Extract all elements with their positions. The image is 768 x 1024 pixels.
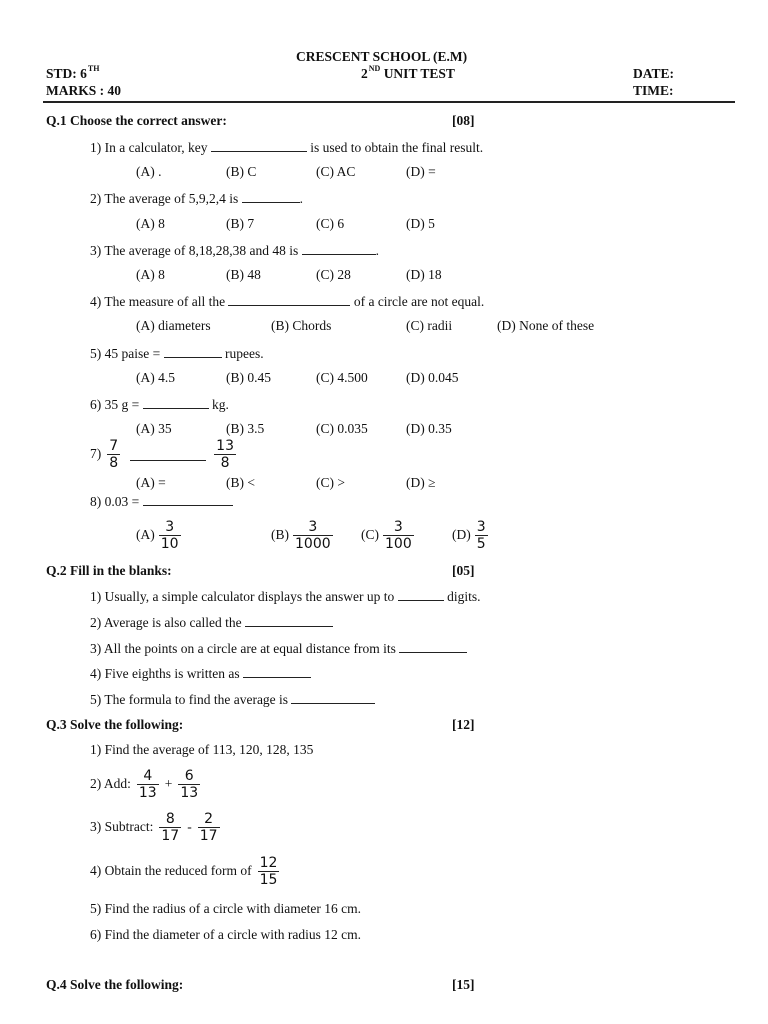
option [136, 517, 183, 553]
option: (D) 5 [406, 216, 435, 231]
option: (C) 28 [316, 267, 351, 282]
option: (A) . [136, 164, 162, 179]
answer-blank [291, 691, 375, 704]
denominator: 8 [220, 454, 230, 471]
fraction [293, 519, 333, 552]
q1-6-text-end: kg. [208, 397, 229, 412]
fraction [107, 438, 120, 471]
q2-3-text: 3) All the points on a circle are at equal distance from its [90, 641, 400, 656]
test-num: 2 [361, 66, 368, 81]
q3-title: Q.3 Solve the following: [46, 717, 184, 732]
q1-item-6 [90, 396, 229, 413]
option: (B) < [226, 475, 255, 490]
denominator: 17 [161, 827, 180, 844]
option: (A) 4.5 [136, 370, 175, 385]
q1-5-text-end: rupees. [221, 346, 264, 361]
header-rule [43, 101, 735, 103]
answer-blank [143, 493, 233, 506]
q1-4-text-end: of a circle are not equal. [350, 294, 485, 309]
option: (C) 4.500 [316, 370, 368, 385]
q1-item-5 [90, 345, 264, 362]
option: (A) 8 [136, 267, 165, 282]
option: (D) 0.35 [406, 421, 452, 436]
fraction [383, 519, 414, 552]
answer-blank [245, 614, 333, 627]
q3-item-2 [90, 766, 202, 802]
marks-label: MARKS : 40 [46, 83, 121, 98]
option: (C) radii [406, 318, 453, 333]
option: (C) AC [316, 164, 356, 179]
option: (B) 3.5 [226, 421, 265, 436]
answer-blank [228, 293, 350, 306]
answer-blank [398, 588, 444, 601]
q4-marks: [15] [452, 977, 475, 992]
fraction [159, 519, 181, 552]
denominator: 1000 [295, 535, 331, 552]
numerator: 12 [259, 854, 278, 871]
fraction [198, 811, 220, 844]
time-label: TIME: [633, 83, 674, 98]
option: (B) Chords [271, 318, 332, 333]
q1-7-text: 7) [90, 446, 102, 461]
q1-2-text: 2) The average of 5,9,2,4 is [90, 191, 242, 206]
denominator: 10 [160, 535, 179, 552]
school-name: CRESCENT SCHOOL (E.M) [296, 49, 468, 64]
q3-item-5: 5) Find the radius of a circle with diameter 16 cm. [90, 901, 362, 916]
q1-3-text: 3) The average of 8,18,28,38 and 48 is [90, 243, 302, 258]
q1-marks: [08] [452, 113, 475, 128]
answer-blank [243, 665, 311, 678]
operator: - [187, 819, 192, 834]
option: (D) 0.045 [406, 370, 459, 385]
q2-item-3 [90, 640, 467, 657]
fraction [214, 438, 236, 471]
answer-blank [130, 448, 206, 461]
std-sup: TH [87, 64, 100, 73]
q1-6-text: 6) 35 g = [90, 397, 143, 412]
numerator: 3 [476, 518, 486, 535]
q1-item-1 [90, 139, 483, 156]
option-label: (D) [452, 527, 471, 542]
q2-item-5 [90, 691, 375, 708]
std-label [46, 66, 99, 82]
q2-item-1 [90, 588, 480, 605]
option: (C) 0.035 [316, 421, 368, 436]
option: (B) C [226, 164, 257, 179]
answer-blank [211, 139, 307, 152]
fraction [137, 768, 159, 801]
option: (B) 48 [226, 267, 261, 282]
q1-3-text-end: . [375, 243, 379, 258]
q1-item-4 [90, 293, 484, 310]
option [271, 517, 335, 553]
option: (A) diameters [136, 318, 211, 333]
denominator: 5 [476, 535, 486, 552]
q1-item-8 [90, 493, 233, 510]
denominator: 15 [259, 871, 278, 888]
option: (A) 8 [136, 216, 165, 231]
q1-item-2 [90, 190, 303, 207]
option: (A) = [136, 475, 166, 490]
q2-1-text-end: digits. [443, 589, 481, 604]
test-sup: ND [368, 64, 381, 73]
denominator: 13 [180, 784, 199, 801]
q3-2-text: 2) Add: [90, 776, 131, 791]
q1-2-text-end: . [299, 191, 303, 206]
denominator: 17 [199, 827, 218, 844]
numerator: 4 [143, 767, 153, 784]
answer-blank [399, 640, 467, 653]
q3-item-3 [90, 809, 222, 845]
answer-blank [164, 345, 222, 358]
option: (D) = [406, 164, 436, 179]
q3-3-text: 3) Subtract: [90, 819, 154, 834]
numerator: 2 [204, 810, 214, 827]
q1-5-text: 5) 45 paise = [90, 346, 164, 361]
fraction [159, 811, 181, 844]
option [361, 517, 416, 553]
date-label: DATE: [633, 66, 675, 81]
numerator: 3 [165, 518, 175, 535]
answer-blank [143, 396, 209, 409]
numerator: 8 [165, 810, 175, 827]
q1-item-3 [90, 242, 379, 259]
option: (D) 18 [406, 267, 442, 282]
q3-item-4 [90, 853, 281, 889]
q2-5-text: 5) The formula to find the average is [90, 692, 292, 707]
denominator: 13 [138, 784, 157, 801]
q1-title: Q.1 Choose the correct answer: [46, 113, 227, 128]
q3-4-text: 4) Obtain the reduced form of [90, 863, 252, 878]
option [452, 517, 490, 553]
numerator: 7 [109, 437, 119, 454]
fraction [258, 855, 280, 888]
option: (B) 0.45 [226, 370, 271, 385]
fraction [475, 519, 488, 552]
q1-1-text: 1) In a calculator, key [90, 140, 211, 155]
option: (B) 7 [226, 216, 255, 231]
option-label: (B) [271, 527, 289, 542]
answer-blank [302, 242, 376, 255]
denominator: 8 [109, 454, 119, 471]
denominator: 100 [385, 535, 412, 552]
q2-marks: [05] [452, 563, 475, 578]
test-name: UNIT TEST [383, 66, 455, 81]
q2-1-text: 1) Usually, a simple calculator displays the answer up to [90, 589, 398, 604]
numerator: 3 [393, 518, 403, 535]
q2-title: Q.2 Fill in the blanks: [46, 563, 172, 578]
std-text: STD: 6 [46, 66, 87, 81]
q1-8-text: 8) 0.03 = [90, 494, 143, 509]
option-label: (A) [136, 527, 155, 542]
test-title [361, 66, 455, 82]
q1-item-7 [90, 436, 238, 472]
numerator: 6 [184, 767, 194, 784]
q2-2-text: 2) Average is also called the [90, 615, 245, 630]
option: (D) ≥ [406, 475, 436, 490]
q2-item-4 [90, 665, 311, 682]
option: (D) None of these [497, 318, 595, 333]
fraction [178, 768, 200, 801]
operator: + [164, 776, 173, 791]
q1-4-text: 4) The measure of all the [90, 294, 229, 309]
option-label: (C) [361, 527, 379, 542]
q3-item-1: 1) Find the average of 113, 120, 128, 135 [90, 742, 314, 757]
numerator: 13 [216, 437, 234, 454]
option: (C) > [316, 475, 345, 490]
q2-item-2 [90, 614, 333, 631]
option: (C) 6 [316, 216, 345, 231]
numerator: 3 [308, 518, 318, 535]
q4-title: Q.4 Solve the following: [46, 977, 184, 992]
q1-1-text-end: is used to obtain the final result. [306, 140, 484, 155]
q2-4-text: 4) Five eighths is written as [90, 666, 243, 681]
option: (A) 35 [136, 421, 172, 436]
q3-item-6: 6) Find the diameter of a circle with radius 12 cm. [90, 927, 362, 942]
answer-blank [242, 190, 300, 203]
q3-marks: [12] [452, 717, 475, 732]
